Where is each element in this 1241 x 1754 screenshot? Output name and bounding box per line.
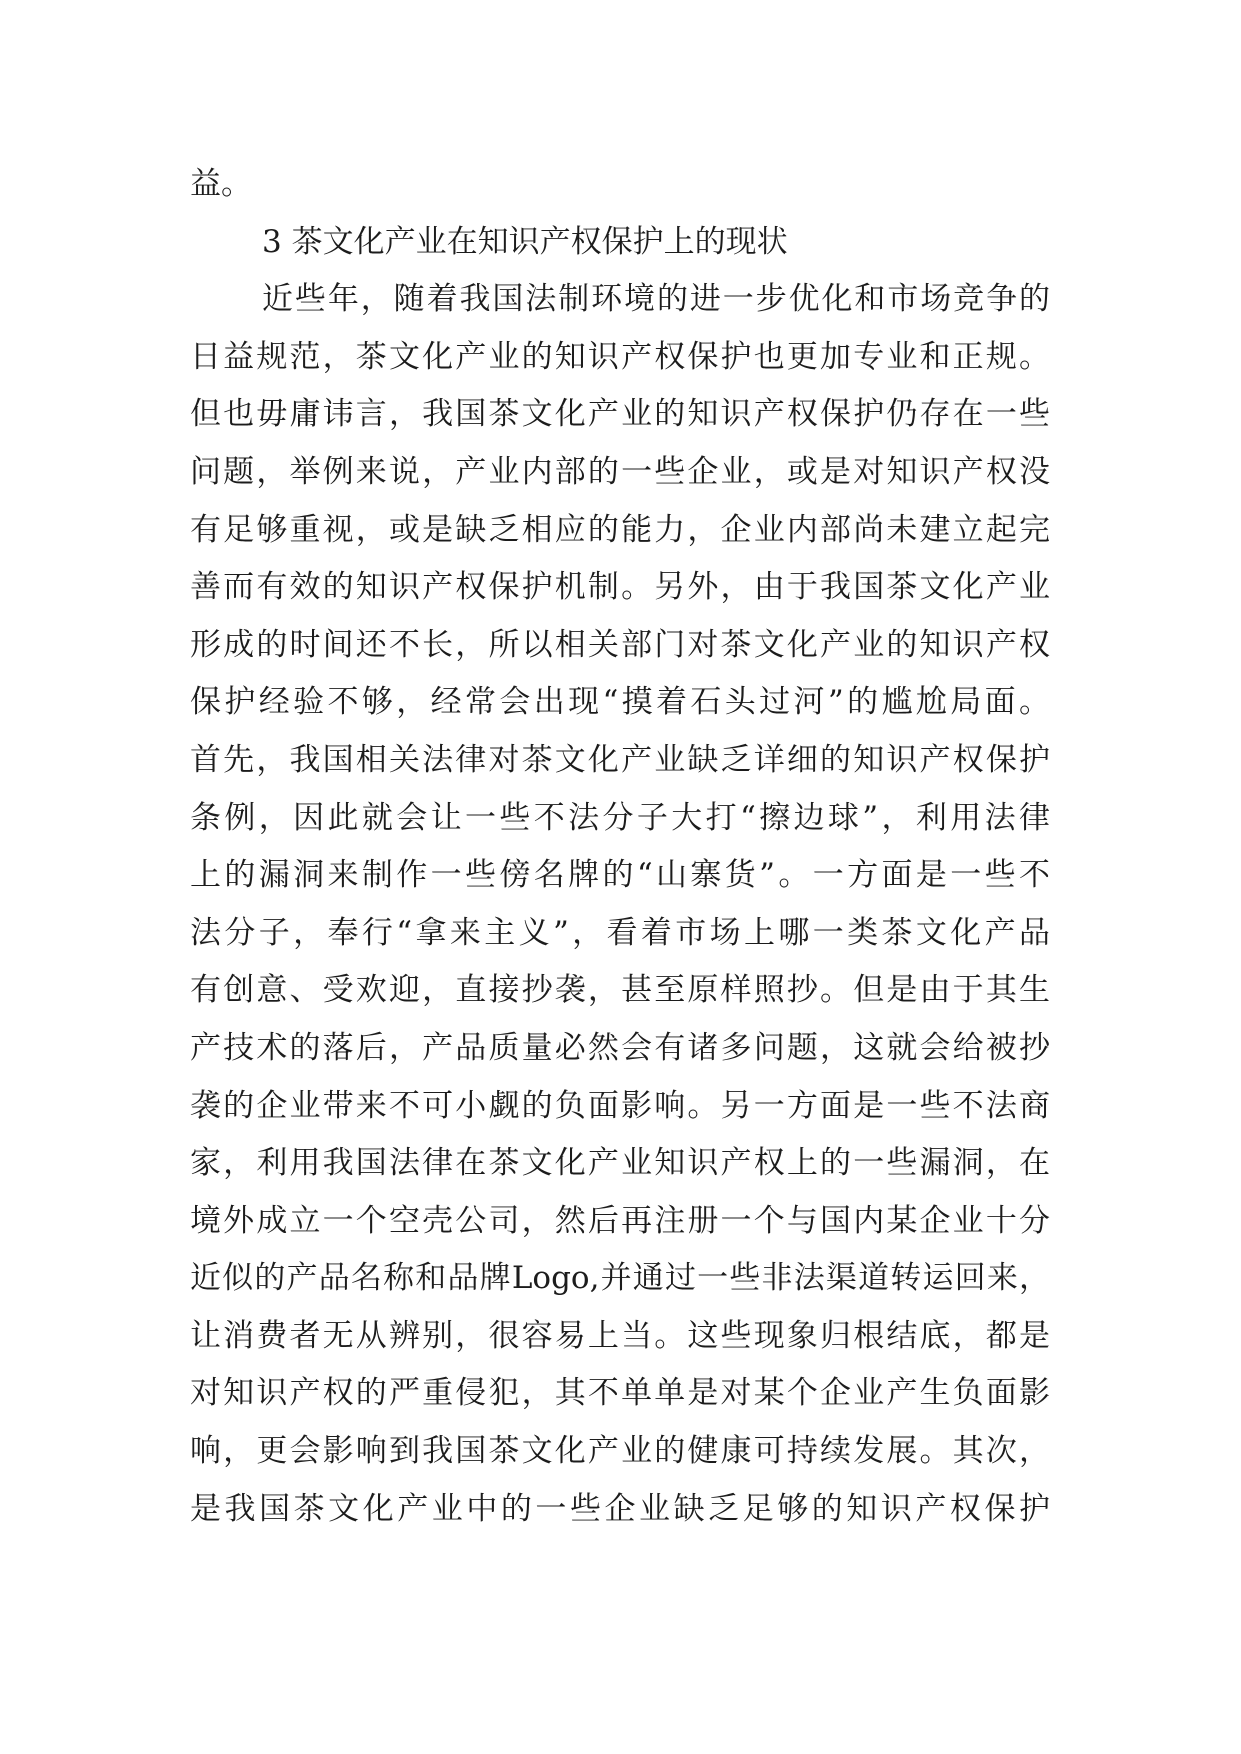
paragraph-line: 近似的产品名称和品牌Logo,并通过一些非法渠道转运回来， [190,1260,1050,1297]
section-heading: 3 茶文化产业在知识产权保护上的现状 [262,223,788,260]
paragraph-line: 法分子，奉行“拿来主义”，看着市场上哪一类茶文化产品 [190,914,1050,951]
paragraph-line: 境外成立一个空壳公司，然后再注册一个与国内某企业十分 [190,1202,1050,1239]
paragraph-line: 保护经验不够，经常会出现“摸着石头过河”的尴尬局面。 [190,684,1050,721]
paragraph-line: 问题，举例来说，产业内部的一些企业，或是对知识产权没 [190,453,1050,490]
body-text [190,156,1050,1538]
paragraph-line: 家，利用我国法律在茶文化产业知识产权上的一些漏洞，在 [190,1145,1050,1182]
paragraph-line: 善而有效的知识产权保护机制。另外，由于我国茶文化产业 [190,569,1050,606]
paragraph-line: 让消费者无从辨别，很容易上当。这些现象归根结底，都是 [190,1317,1050,1354]
paragraph-line: 有足够重视，或是缺乏相应的能力，企业内部尚未建立起完 [190,511,1050,548]
paragraph-line: 但也毋庸讳言，我国茶文化产业的知识产权保护仍存在一些 [190,396,1050,433]
paragraph-line: 日益规范，茶文化产业的知识产权保护也更加专业和正规。 [190,338,1050,375]
continued-text-line: 益。 [190,166,252,202]
paragraph-line: 袭的企业带来不可小觑的负面影响。另一方面是一些不法商 [190,1087,1050,1124]
paragraph-line: 响，更会影响到我国茶文化产业的健康可持续发展。其次， [190,1433,1050,1470]
paragraph-line: 条例，因此就会让一些不法分子大打“擦边球”，利用法律 [190,799,1050,836]
paragraph-line: 形成的时间还不长，所以相关部门对茶文化产业的知识产权 [190,626,1050,663]
paragraph-line: 是我国茶文化产业中的一些企业缺乏足够的知识产权保护 [190,1490,1050,1527]
paragraph-line: 上的漏洞来制作一些傍名牌的“山寨货”。一方面是一些不 [190,857,1050,894]
paragraph-line: 首先，我国相关法律对茶文化产业缺乏详细的知识产权保护 [190,741,1050,778]
paragraph-line: 近些年，随着我国法制环境的进一步优化和市场竞争的 [262,281,1050,318]
paragraph-line: 对知识产权的严重侵犯，其不单单是对某个企业产生负面影 [190,1375,1050,1412]
paragraph-line: 产技术的落后，产品质量必然会有诸多问题，这就会给被抄 [190,1029,1050,1066]
paragraph-line: 有创意、受欢迎，直接抄袭，甚至原样照抄。但是由于其生 [190,972,1050,1009]
